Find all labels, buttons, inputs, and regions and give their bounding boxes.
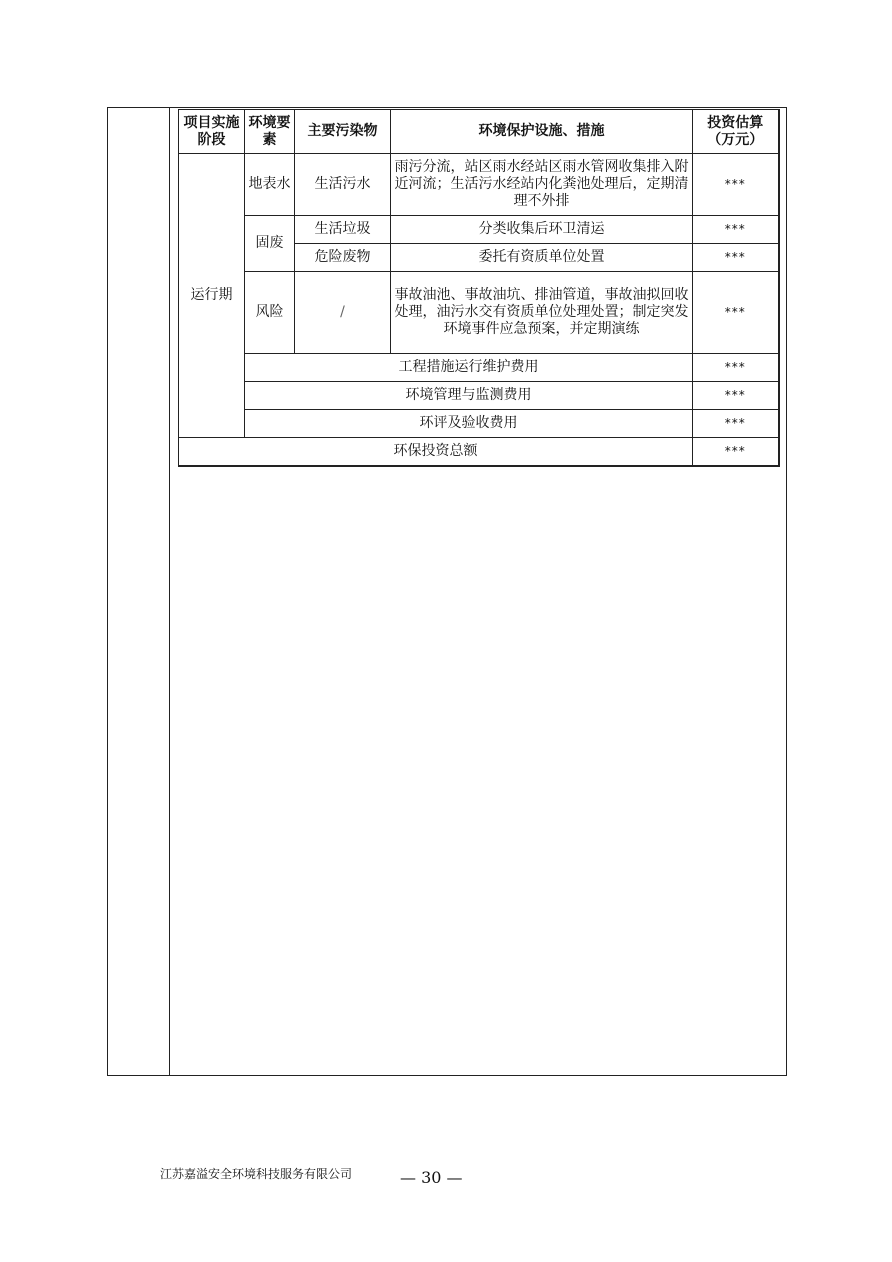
header-measures: 环境保护设施、措施 [391, 110, 693, 154]
factor-cell: 风险 [245, 272, 295, 354]
factor-cell: 地表水 [245, 154, 295, 216]
measure-cell: 分类收集后环卫清运 [391, 216, 693, 244]
amount-cell: *** [693, 154, 779, 216]
cost-label: 环境管理与监测费用 [245, 382, 693, 410]
table-row [179, 216, 779, 244]
cost-row [179, 410, 779, 438]
cost-label: 环评及验收费用 [245, 410, 693, 438]
header-pollutant: 主要污染物 [295, 110, 391, 154]
header-stage: 项目实施阶段 [179, 110, 245, 154]
total-label: 环保投资总额 [179, 438, 693, 466]
total-amount: *** [693, 438, 779, 466]
amount-cell: *** [693, 244, 779, 272]
pollutant-cell: 生活垃圾 [295, 216, 391, 244]
header-investment: 投资估算（万元） [693, 110, 779, 154]
measure-cell: 雨污分流，站区雨水经站区雨水管网收集排入附近河流；生活污水经站内化粪池处理后，定期清理不外排 [391, 154, 693, 216]
factor-cell: 固废 [245, 216, 295, 272]
stage-cell: 运行期 [179, 154, 245, 438]
cost-row [179, 382, 779, 410]
header-row [179, 110, 779, 154]
investment-table [178, 109, 780, 467]
cost-amount: *** [693, 354, 779, 382]
measure-cell: 事故油池、事故油坑、排油管道，事故油拟回收处理，油污水交有资质单位处理处置；制定突发环境事件应急预案，并定期演练 [391, 272, 693, 354]
cost-row [179, 354, 779, 382]
footer-company: 江苏嘉溢安全环境科技服务有限公司 [160, 1167, 353, 1181]
total-row [179, 438, 779, 466]
cost-amount: *** [693, 410, 779, 438]
cost-label: 工程措施运行维护费用 [245, 354, 693, 382]
table-row [179, 272, 779, 354]
amount-cell: *** [693, 216, 779, 244]
pollutant-cell: 危险废物 [295, 244, 391, 272]
pollutant-cell: / [295, 272, 391, 354]
table-row [179, 154, 779, 216]
frame-divider [169, 108, 170, 1075]
amount-cell: *** [693, 272, 779, 354]
cost-amount: *** [693, 382, 779, 410]
pollutant-cell: 生活污水 [295, 154, 391, 216]
page-number: — 30 — [400, 1168, 463, 1187]
header-factor: 环境要素 [245, 110, 295, 154]
measure-cell: 委托有资质单位处置 [391, 244, 693, 272]
